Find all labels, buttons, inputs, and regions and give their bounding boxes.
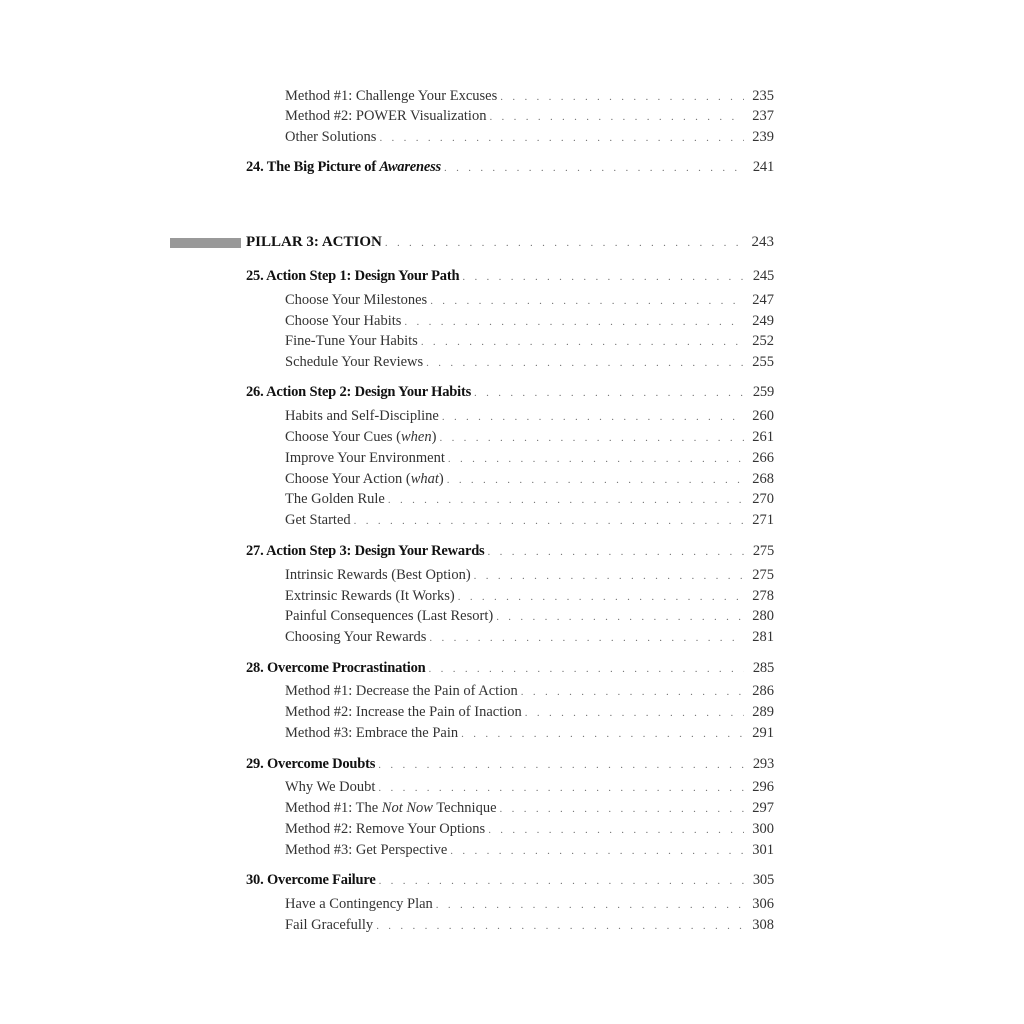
dot-leader	[426, 353, 744, 373]
dot-leader	[488, 820, 744, 840]
page-number: 278	[752, 588, 774, 604]
entry-title-segment: Method #1: The	[285, 800, 382, 816]
entry-title-segment: 26. Action Step 2: Design Your Habits	[246, 384, 472, 400]
dot-leader	[429, 628, 744, 648]
toc-section-entry[interactable]	[285, 723, 774, 743]
toc-section-entry[interactable]	[285, 489, 774, 509]
entry-title-segment: when	[401, 429, 432, 445]
entry-title-segment: Painful Consequences (Last Resort)	[285, 608, 494, 624]
toc-chapter-entry[interactable]	[246, 541, 774, 561]
dot-leader	[439, 428, 744, 448]
page-number: 255	[752, 354, 774, 370]
entry-title-segment: Method #2: POWER Visualization	[285, 108, 487, 124]
dot-leader	[354, 511, 744, 531]
entry-title-segment: Have a Contingency Plan	[285, 896, 433, 912]
dot-leader	[521, 682, 744, 702]
page-number: 275	[752, 567, 774, 583]
entry-title-segment: )	[438, 471, 444, 487]
entry-title-segment: Method #2: Remove Your Options	[285, 821, 486, 837]
entry-title-segment: Not Now	[381, 800, 433, 816]
entry-title-segment: The Golden Rule	[285, 491, 385, 507]
entry-title	[246, 157, 441, 177]
entry-title-segment: Method #1: Challenge Your Excuses	[285, 88, 498, 104]
toc-section-entry[interactable]	[285, 448, 774, 468]
dot-leader	[496, 607, 744, 627]
entry-title-segment: Choose Your Action (	[285, 471, 411, 487]
pillar-marker-bar	[170, 238, 241, 248]
toc-section-entry[interactable]	[285, 702, 774, 722]
entry-title-segment: 28. Overcome Procrastination	[246, 660, 426, 676]
entry-title	[285, 290, 427, 310]
toc-chapter-entry[interactable]	[246, 157, 774, 177]
dot-leader	[474, 566, 744, 586]
toc-section-entry[interactable]	[285, 565, 774, 585]
entry-title	[285, 510, 351, 530]
entry-title	[285, 798, 497, 818]
page-number: 291	[752, 725, 774, 741]
entry-title	[285, 86, 497, 106]
entry-title-segment: Get Started	[285, 512, 351, 528]
dot-leader	[379, 871, 744, 891]
page-number: 301	[752, 842, 774, 858]
entry-title-segment: Intrinsic Rewards (Best Option)	[285, 567, 471, 583]
entry-title	[246, 232, 382, 252]
toc-section-entry[interactable]	[285, 352, 774, 372]
toc-section-entry[interactable]	[285, 777, 774, 797]
entry-title	[246, 754, 375, 774]
toc-chapter-entry[interactable]	[246, 266, 774, 286]
toc-chapter-entry[interactable]	[246, 754, 774, 774]
entry-title-segment: Method #3: Get Perspective	[285, 842, 448, 858]
entry-title	[285, 627, 426, 647]
dot-leader	[525, 703, 744, 723]
toc-section-entry[interactable]	[285, 406, 774, 426]
page-number: 308	[752, 917, 774, 933]
entry-title	[285, 331, 418, 351]
dot-leader	[447, 470, 744, 490]
toc-section-entry[interactable]	[285, 427, 774, 447]
page-number: 300	[752, 821, 774, 837]
entry-title-segment: Fail Gracefully	[285, 917, 374, 933]
dot-leader	[379, 128, 744, 148]
entry-title	[285, 702, 522, 722]
dot-leader	[488, 542, 744, 562]
entry-title-segment: Schedule Your Reviews	[285, 354, 424, 370]
page-number: 306	[752, 896, 774, 912]
toc-section-entry[interactable]	[285, 894, 774, 914]
page-number: 252	[752, 333, 774, 349]
page-number: 235	[752, 88, 774, 104]
page-number: 241	[752, 159, 774, 175]
toc-section-entry[interactable]	[285, 469, 774, 489]
entry-title	[285, 106, 486, 126]
toc-section-entry[interactable]	[285, 127, 774, 147]
dot-leader	[385, 233, 744, 253]
page-number: 249	[752, 313, 774, 329]
page-number: 275	[752, 543, 774, 559]
dot-leader	[474, 383, 744, 403]
page-number: 286	[752, 683, 774, 699]
toc-section-entry[interactable]	[285, 106, 774, 126]
toc-section-entry[interactable]	[285, 681, 774, 701]
dot-leader	[500, 799, 744, 819]
entry-title-segment: Awareness	[379, 159, 442, 175]
entry-title	[285, 606, 493, 626]
toc-pillar-entry[interactable]	[246, 232, 774, 252]
dot-leader	[378, 755, 744, 775]
entry-title	[246, 541, 485, 561]
dot-leader	[429, 659, 744, 679]
page-number: 260	[752, 408, 774, 424]
toc-section-entry[interactable]	[285, 798, 774, 818]
entry-title-segment: Improve Your Environment	[285, 450, 445, 466]
page-number: 270	[752, 491, 774, 507]
page-number: 281	[752, 629, 774, 645]
entry-title-segment: Method #3: Embrace the Pain	[285, 725, 459, 741]
entry-title	[285, 894, 433, 914]
page-number: 296	[752, 779, 774, 795]
entry-title-segment: Technique	[432, 800, 497, 816]
page-number: 285	[752, 660, 774, 676]
entry-title	[285, 723, 458, 743]
page-number: 261	[752, 429, 774, 445]
toc-section-entry[interactable]	[285, 606, 774, 626]
dot-leader	[436, 895, 744, 915]
page-number: 247	[752, 292, 774, 308]
entry-title	[285, 427, 436, 447]
page-number: 266	[752, 450, 774, 466]
entry-title-segment: what	[410, 471, 439, 487]
dot-leader	[442, 407, 744, 427]
dot-leader	[421, 332, 744, 352]
dot-leader	[500, 87, 744, 107]
entry-title-segment: 24. The Big Picture of	[246, 159, 380, 175]
entry-title	[246, 658, 426, 678]
page-number: 271	[752, 512, 774, 528]
entry-title	[285, 840, 447, 860]
toc-section-entry[interactable]	[285, 331, 774, 351]
entry-title-segment: Why We Doubt	[285, 779, 376, 795]
entry-title	[246, 382, 471, 402]
entry-title-segment: Extrinsic Rewards (It Works)	[285, 588, 455, 604]
entry-title-segment: Choose Your Habits	[285, 313, 402, 329]
entry-title-segment: Choosing Your Rewards	[285, 629, 427, 645]
entry-title-segment: 29. Overcome Doubts	[246, 756, 376, 772]
entry-title-segment: Method #2: Increase the Pain of Inaction	[285, 704, 522, 720]
entry-title-segment: Choose Your Cues (	[285, 429, 402, 445]
dot-leader	[404, 312, 744, 332]
dot-leader	[462, 267, 744, 287]
toc-chapter-entry[interactable]	[246, 870, 774, 890]
page-number: 268	[752, 471, 774, 487]
entry-title-segment: Habits and Self-Discipline	[285, 408, 439, 424]
dot-leader	[450, 841, 744, 861]
entry-title	[285, 127, 376, 147]
toc-section-entry[interactable]	[285, 290, 774, 310]
page-number: 239	[752, 129, 774, 145]
dot-leader	[388, 490, 744, 510]
entry-title-segment: Fine-Tune Your Habits	[285, 333, 418, 349]
entry-title-segment: Other Solutions	[285, 129, 377, 145]
entry-title	[285, 586, 455, 606]
entry-title	[246, 266, 459, 286]
entry-title	[285, 681, 518, 701]
toc-chapter-entry[interactable]	[246, 658, 774, 678]
entry-title	[285, 448, 445, 468]
entry-title	[285, 352, 423, 372]
entry-title-segment: Method #1: Decrease the Pain of Action	[285, 683, 518, 699]
toc-section-entry[interactable]	[285, 915, 774, 935]
entry-title	[285, 489, 385, 509]
page-number: 245	[752, 268, 774, 284]
page-number: 237	[752, 108, 774, 124]
page-number: 243	[751, 234, 774, 250]
entry-title-segment: )	[431, 429, 437, 445]
toc-section-entry[interactable]	[285, 627, 774, 647]
entry-title-segment: 30. Overcome Failure	[246, 872, 376, 888]
entry-title	[285, 469, 444, 489]
toc-section-entry[interactable]	[285, 311, 774, 331]
page-number: 305	[752, 872, 774, 888]
page-number: 297	[752, 800, 774, 816]
dot-leader	[378, 778, 744, 798]
dot-leader	[461, 724, 744, 744]
dot-leader	[458, 587, 744, 607]
page-number: 259	[752, 384, 774, 400]
dot-leader	[430, 291, 744, 311]
toc-section-entry[interactable]	[285, 510, 774, 530]
dot-leader	[376, 916, 744, 936]
toc-section-entry[interactable]	[285, 840, 774, 860]
entry-title	[285, 311, 401, 331]
toc-section-entry[interactable]	[285, 819, 774, 839]
toc-chapter-entry[interactable]	[246, 382, 774, 402]
entry-title-segment: Choose Your Milestones	[285, 292, 428, 308]
page-number: 280	[752, 608, 774, 624]
entry-title	[285, 406, 439, 426]
dot-leader	[489, 107, 744, 127]
page-number: 289	[752, 704, 774, 720]
dot-leader	[444, 158, 744, 178]
entry-title	[285, 777, 375, 797]
toc-section-entry[interactable]	[285, 586, 774, 606]
page-number: 293	[752, 756, 774, 772]
toc-section-entry[interactable]	[285, 86, 774, 106]
entry-title-segment: 27. Action Step 3: Design Your Rewards	[246, 543, 485, 559]
entry-title	[285, 915, 373, 935]
entry-title-segment: PILLAR 3: ACTION	[246, 234, 382, 250]
dot-leader	[448, 449, 744, 469]
entry-title	[285, 565, 471, 585]
entry-title-segment: 25. Action Step 1: Design Your Path	[246, 268, 460, 284]
entry-title	[285, 819, 485, 839]
entry-title	[246, 870, 376, 890]
